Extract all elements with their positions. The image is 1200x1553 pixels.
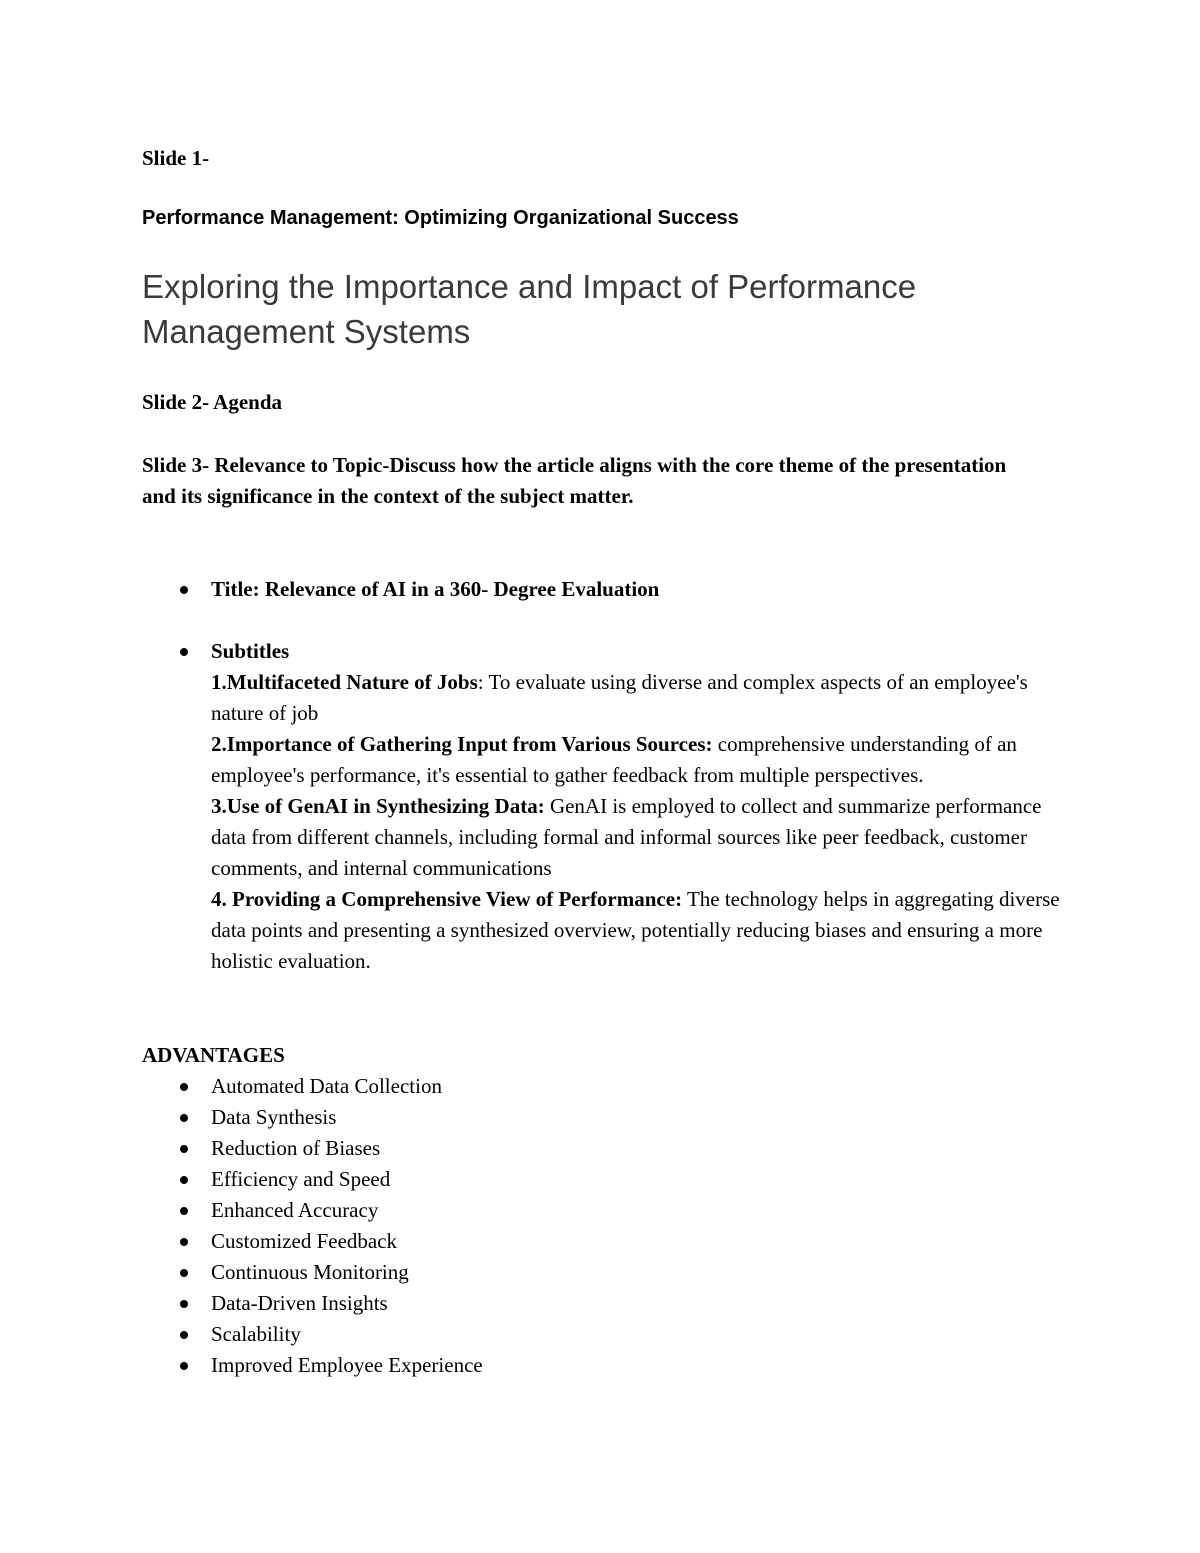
list-item — [142, 1195, 842, 1226]
list-item — [142, 1071, 842, 1102]
list-item — [142, 1133, 842, 1164]
advantage-text: Enhanced Accuracy — [211, 1198, 379, 1222]
bullet-icon — [180, 1083, 188, 1091]
subtitle-point-body: comprehensive understanding of an employee's performance, it's essential to gather feedback from multiple perspectives. — [211, 732, 1017, 787]
bullet-icon — [180, 586, 188, 594]
advantage-text: Efficiency and Speed — [211, 1167, 391, 1191]
bullet-icon — [180, 1269, 188, 1277]
advantages-list — [142, 1071, 842, 1381]
bullet-icon — [180, 1300, 188, 1308]
list-item — [142, 1350, 842, 1381]
bullet-icon — [180, 1145, 188, 1153]
list-item — [142, 1164, 842, 1195]
bullet-icon — [180, 1331, 188, 1339]
subtitle-point — [211, 729, 1072, 791]
subtitles-bullet-list — [142, 636, 1072, 977]
slide-2-label: Slide 2- Agenda — [142, 390, 283, 414]
advantage-text: Continuous Monitoring — [211, 1260, 409, 1284]
list-item — [142, 1257, 842, 1288]
advantage-text: Customized Feedback — [211, 1229, 398, 1253]
advantage-text: Data-Driven Insights — [211, 1291, 388, 1315]
advantage-text: Reduction of Biases — [211, 1136, 381, 1160]
subtitle-point-body: The technology helps in aggregating diverse data points and presenting a synthesized overview, potentially reducing biases and ensuring a more holistic evaluation. — [211, 887, 1060, 973]
slide-3-description: Slide 3- Relevance to Topic-Discuss how the article aligns with the core theme of the presentation and its significance in the context of the subject matter. — [142, 453, 1007, 508]
bullet-icon — [180, 1238, 188, 1246]
bullet-icon — [180, 1114, 188, 1122]
advantages-heading: ADVANTAGES — [142, 1043, 285, 1067]
bullet-icon — [180, 1207, 188, 1215]
list-item — [142, 1319, 842, 1350]
title-item-text: Title: Relevance of AI in a 360- Degree Evaluation — [211, 577, 660, 601]
bullet-icon — [180, 1176, 188, 1184]
subtitle-point — [211, 884, 1072, 977]
list-item — [142, 1102, 842, 1133]
advantage-text: Automated Data Collection — [211, 1074, 442, 1098]
list-item — [142, 1226, 842, 1257]
slide-1-label: Slide 1- — [142, 146, 210, 170]
presentation-subtitle: Performance Management: Optimizing Organizational Success — [142, 207, 739, 229]
title-bullet-list — [142, 574, 1072, 605]
bullet-icon — [180, 1362, 188, 1370]
list-item — [142, 574, 1072, 605]
advantage-text: Scalability — [211, 1322, 301, 1346]
subtitle-point-heading: 4. Providing a Comprehensive View of Performance: — [211, 887, 683, 911]
advantage-text: Improved Employee Experience — [211, 1353, 483, 1377]
advantage-text: Data Synthesis — [211, 1105, 337, 1129]
list-item — [142, 1288, 842, 1319]
subtitle-point — [211, 667, 1072, 729]
subtitle-point-body: GenAI is employed to collect and summarize performance data from different channels, including formal and informal sources like peer feedback, customer comments, and internal communications — [211, 794, 1042, 880]
list-item — [142, 636, 1072, 977]
subtitle-point-heading: 3.Use of GenAI in Synthesizing Data: — [211, 794, 545, 818]
subtitle-point-body: To evaluate using diverse and complex aspects of an employee's nature of job — [211, 670, 1028, 725]
bullet-icon — [180, 648, 188, 656]
subtitles-heading: Subtitles — [211, 639, 290, 663]
subtitle-point-separator: : — [477, 670, 484, 694]
presentation-title: Exploring the Importance and Impact of Performance Management Systems — [142, 268, 917, 350]
subtitle-point-heading: 1.Multifaceted Nature of Jobs — [211, 670, 478, 694]
subtitle-point — [211, 791, 1072, 884]
subtitle-point-heading: 2.Importance of Gathering Input from Various Sources: — [211, 732, 713, 756]
